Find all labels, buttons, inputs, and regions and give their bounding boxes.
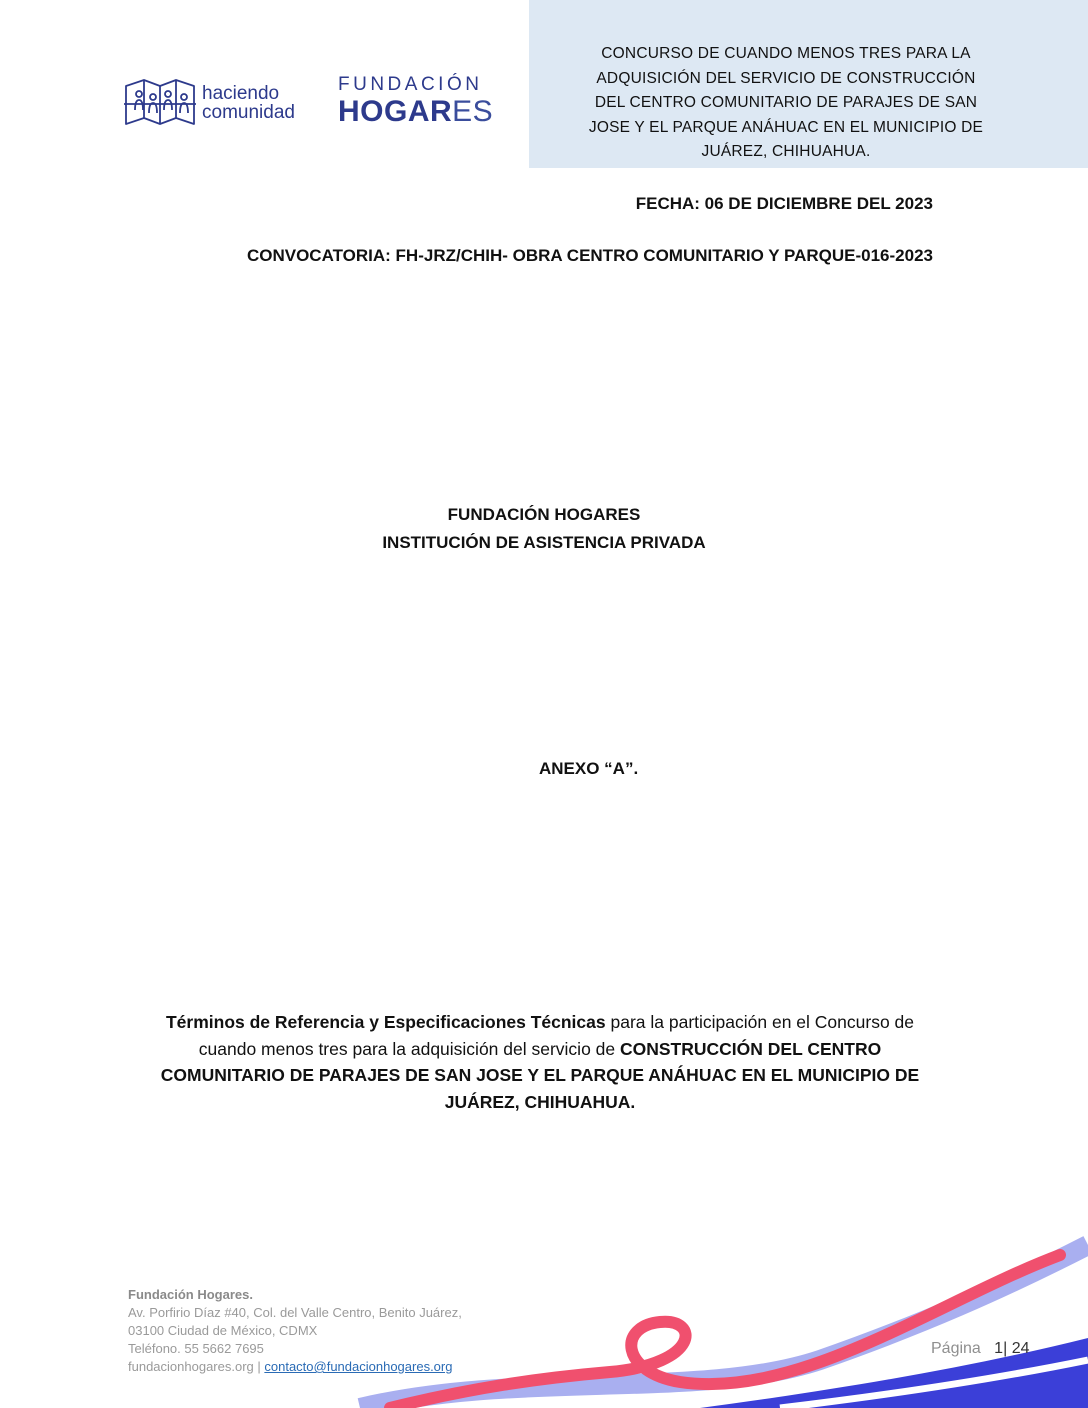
organization-name: FUNDACIÓN HOGARES	[447, 505, 641, 524]
logo-hogares-light: ES	[452, 95, 494, 128]
document-date: FECHA: 06 DE DICIEMBRE DEL 2023	[635, 194, 933, 213]
footer-separator: |	[253, 1359, 265, 1374]
organization-type: INSTITUCIÓN DE ASISTENCIA PRIVADA	[382, 533, 706, 552]
header-title-line: JUÁREZ, CHIHUAHUA.	[701, 143, 871, 160]
footer-phone: Teléfono. 55 5662 7695	[128, 1341, 264, 1356]
terms-bold-lead: Términos de Referencia y Especificaciones Técnicas	[165, 1012, 606, 1032]
page-separator: |	[1003, 1340, 1008, 1357]
page-total: 24	[1011, 1340, 1030, 1357]
logo-line: comunidad	[202, 102, 295, 123]
footer-website-link[interactable]: fundacionhogares.org	[128, 1359, 254, 1374]
page-current: 1	[994, 1340, 1004, 1357]
footer-address-line: Av. Porfirio Díaz #40, Col. del Valle Centro, Benito Juárez,	[128, 1305, 462, 1320]
terms-bold-tail: CONSTRUCCIÓN DEL CENTRO COMUNITARIO DE PARAJES DE SAN JOSE Y EL PARQUE ANÁHUAC EN EL MUNICIPIO DE JUÁREZ, CHIHUAHUA.	[160, 1038, 920, 1112]
logo-hogares-bold: HOGAR	[338, 95, 453, 128]
page-number	[931, 1340, 1029, 1358]
header-title-line: CONCURSO DE CUANDO MENOS TRES PARA LA	[601, 45, 971, 62]
footer-address	[128, 1286, 462, 1376]
header-title-line: JOSE Y EL PARQUE ANÁHUAC EN EL MUNICIPIO DE	[588, 118, 984, 136]
footer-email-link[interactable]: contacto@fundacionhogares.org	[264, 1359, 453, 1374]
footer-contact-line	[128, 1358, 462, 1376]
logo-fundacion-text: FUNDACIÓN	[338, 74, 483, 95]
header-title-line: ADQUISICIÓN DEL SERVICIO DE CONSTRUCCIÓN	[596, 69, 976, 87]
page-label: Página	[931, 1340, 981, 1357]
logo-line: haciendo	[202, 83, 280, 104]
header-title-line: DEL CENTRO COMUNITARIO DE PARAJES DE SAN	[594, 94, 978, 111]
terms-text: para la participación en el Concurso de cuando menos tres para la adquisición del servicio de	[198, 1012, 915, 1059]
footer-address-line: 03100 Ciudad de México, CDMX	[128, 1323, 318, 1338]
footer-org-name: Fundación Hogares.	[128, 1287, 253, 1302]
convocatoria-number: CONVOCATORIA: FH-JRZ/CHIH- OBRA CENTRO COMUNITARIO Y PARQUE-016-2023	[246, 246, 933, 265]
annex-title: ANEXO “A”.	[539, 759, 639, 778]
